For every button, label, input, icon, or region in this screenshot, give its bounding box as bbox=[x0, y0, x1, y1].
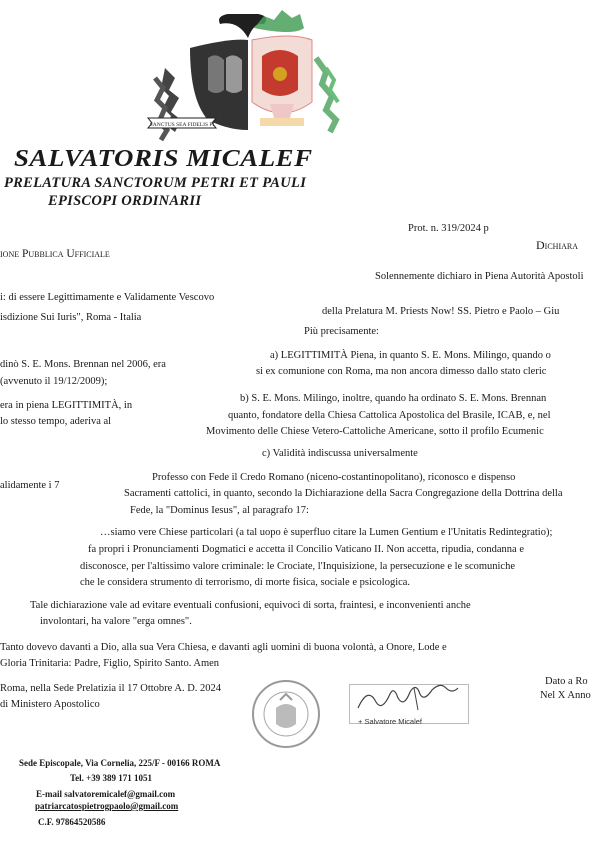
body-line: (avvenuto il 19/12/2009); bbox=[0, 376, 108, 387]
official-seal bbox=[250, 678, 322, 750]
body-line: c) Validità indiscussa universalmente bbox=[262, 448, 418, 459]
crest-color-half bbox=[252, 10, 338, 132]
body-line: a) LEGITTIMITÀ Piena, in quanto S. E. Mons. Milingo, quando o bbox=[270, 350, 551, 361]
body-line: b) S. E. Mons. Milingo, inoltre, quando ha ordinato S. E. Mons. Brennan bbox=[240, 393, 547, 404]
footer-address: Sede Episcopale, Via Cornelia, 225/F - 00166 ROMA bbox=[19, 758, 221, 768]
body-line: della Prelatura M. Priests Now! SS. Pietro e Paolo – Giu bbox=[322, 306, 560, 317]
body-line: involontari, ha valore "erga omnes". bbox=[40, 616, 192, 627]
body-line: Fede, la "Dominus Iesus", al paragrafo 17: bbox=[130, 505, 309, 516]
date-line: Dato a Ro bbox=[545, 676, 588, 687]
body-line: Tale dichiarazione vale ad evitare eventuali confusioni, equivoci di sorta, fraintesi, e inconvenienti anche bbox=[30, 600, 471, 611]
footer-phone: Tel. +39 389 171 1051 bbox=[70, 773, 153, 783]
body-line: Gloria Trinitaria: Padre, Figlio, Spirito Santo. Amen bbox=[0, 658, 220, 669]
date-line: Nel X Anno bbox=[540, 690, 591, 701]
body-line: lo stesso tempo, aderiva al bbox=[0, 416, 112, 427]
body-line: Più precisamente: bbox=[304, 326, 379, 337]
motto-ribbon bbox=[146, 116, 218, 130]
body-line: si ex comunione con Roma, ma non ancora dimesso dallo stato cleric bbox=[256, 366, 547, 377]
body-line: fa propri i Pronunciamenti Dogmatici e accetta il Concilio Vaticano II. Non accetta, ripudia, condanna e bbox=[88, 544, 524, 555]
body-line: …siamo vere Chiese particolari (a tal uopo è superfluo citare la Lumen Gentium e l'Unitatis Redintegratio); bbox=[100, 527, 553, 538]
body-line: isdizione Sui Iuris", Roma - Italia bbox=[0, 312, 142, 323]
doc-title-left: ione Pubblica Ufficiale bbox=[0, 248, 110, 260]
date-line: Roma, nella Sede Prelatizia il 17 Ottobre A. D. 2024 bbox=[0, 683, 222, 694]
body-line: quanto, fondatore della Chiesa Cattolica Apostolica del Brasile, ICAB, e, nel bbox=[228, 410, 551, 421]
body-line: Tanto dovevo davanti a Dio, alla sua Vera Chiesa, e davanti agli uomini di buona volontà, a Onore, Lode e bbox=[0, 642, 447, 653]
body-line: alidamente i 7 bbox=[0, 480, 60, 491]
bishop-name: SALVATORIS MICALEF bbox=[14, 146, 313, 172]
footer-email-2[interactable]: patriarcatospietrogpaolo@gmail.com bbox=[35, 801, 179, 811]
body-line: dinò S. E. Mons. Brennan nel 2006, era bbox=[0, 359, 166, 370]
footer-email-1: E-mail salvatoremicalef@gmail.com bbox=[36, 789, 176, 799]
doc-title-right: Dichiara bbox=[536, 238, 578, 252]
body-line: disconosce, per l'altissimo valore criminale: le Crociate, l'Inquisizione, la persecuzione e le scomuniche bbox=[80, 561, 516, 572]
body-line: che le considera strumento di terrorismo, di morte fisica, sociale e psicologica. bbox=[80, 577, 411, 588]
prelature-title: PRELATURA SANCTORUM PETRI ET PAULI bbox=[4, 175, 307, 191]
body-line: Movimento delle Chiese Vetero-Cattoliche Americane, sotto il profilo Ecumenic bbox=[206, 426, 544, 437]
footer-tax-code: C.F. 97864520586 bbox=[38, 817, 106, 827]
date-line: di Ministero Apostolico bbox=[0, 699, 100, 710]
body-line: Sacramenti cattolici, in quanto, secondo la Dichiarazione della Sacra Congregazione della Dottrina della bbox=[124, 488, 563, 499]
handwritten-signature bbox=[352, 682, 462, 720]
episcopal-subtitle: EPISCOPI ORDINARII bbox=[48, 193, 202, 209]
body-line: Professo con Fede il Credo Romano (niceno-costantinopolitano), riconosco e dispenso bbox=[152, 472, 516, 483]
body-line: era in piena LEGITTIMITÀ, in bbox=[0, 400, 133, 411]
protocol-number: Prot. n. 319/2024 p bbox=[408, 223, 489, 234]
signature-caption: + Salvatore Micalef bbox=[358, 717, 422, 726]
body-line: i: di essere Legittimamente e Validamente Vescovo bbox=[0, 292, 215, 303]
crest-motto: SANCTUS SEA FIDELIS FI bbox=[149, 122, 215, 128]
body-line: Solennemente dichiaro in Piena Autorità Apostoli bbox=[375, 271, 584, 282]
